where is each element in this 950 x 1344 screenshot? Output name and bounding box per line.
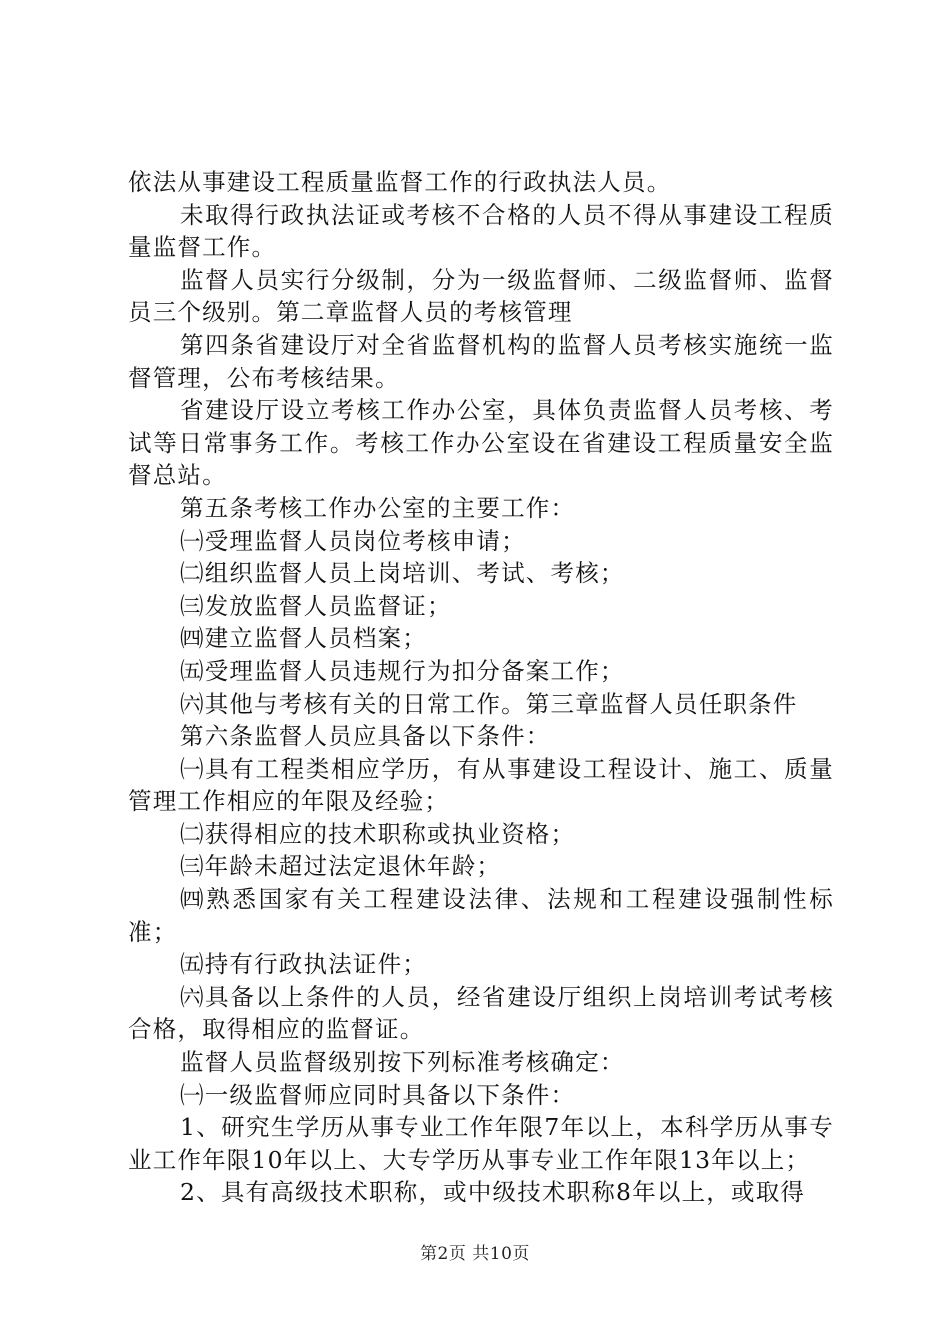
- paragraph: 第五条考核工作办公室的主要工作：: [180, 493, 576, 522]
- paragraph: 监督人员实行分级制，分为一级监督师、二级监督师、监督员三个级别。第二章监督人员的考核管理: [128, 265, 834, 327]
- paragraph: 监督人员监督级别按下列标准考核确定：: [180, 1048, 625, 1077]
- list-item: ㈡组织监督人员上岗培训、考试、考核；: [180, 559, 625, 588]
- list-item: ㈠具有工程类相应学历，有从事建设工程设计、施工、质量管理工作相应的年限及经验；: [128, 754, 834, 816]
- list-item: 2、具有高级技术职称，或中级技术职称8年以上，或取得: [180, 1178, 806, 1207]
- list-item: ㈢发放监督人员监督证；: [180, 591, 452, 620]
- paragraph: 依法从事建设工程质量监督工作的行政执法人员。: [128, 168, 672, 196]
- list-item: ㈥具备以上条件的人员，经省建设厅组织上岗培训考试考核合格，取得相应的监督证。: [128, 982, 834, 1044]
- list-item: 1、研究生学历从事专业工作年限7年以上，本科学历从事专业工作年限10年以上、大专学历从事专业工作年限13年以上；: [128, 1113, 834, 1174]
- paragraph: 省建设厅设立考核工作办公室，具体负责监督人员考核、考试等日常事务工作。考核工作办公室设在省建设工程质量安全监督总站。: [128, 396, 834, 490]
- list-item: ㈣熟悉国家有关工程建设法律、法规和工程建设强制性标准；: [128, 885, 834, 946]
- paragraph: 第六条监督人员应具备以下条件：: [180, 722, 551, 751]
- list-item: ㈢年龄未超过法定退休年龄；: [180, 852, 502, 881]
- list-item: ㈤持有行政执法证件；: [180, 950, 427, 979]
- list-item: ㈣建立监督人员档案；: [180, 624, 427, 653]
- document-body: [128, 166, 834, 1209]
- list-item: ㈤受理监督人员违规行为扣分备案工作；: [180, 656, 625, 685]
- list-item: ㈠一级监督师应同时具备以下条件：: [180, 1080, 576, 1109]
- list-item: ㈡获得相应的技术职称或执业资格；: [180, 819, 576, 848]
- page-number: 第2页 共10页: [420, 1244, 530, 1264]
- paragraph: 未取得行政执法证或考核不合格的人员不得从事建设工程质量监督工作。: [128, 200, 834, 262]
- list-item: ㈥其他与考核有关的日常工作。第三章监督人员任职条件: [180, 689, 798, 718]
- list-item: ㈠受理监督人员岗位考核申请；: [180, 526, 526, 555]
- paragraph: 第四条省建设厅对全省监督机构的监督人员考核实施统一监督管理，公布考核结果。: [128, 330, 834, 392]
